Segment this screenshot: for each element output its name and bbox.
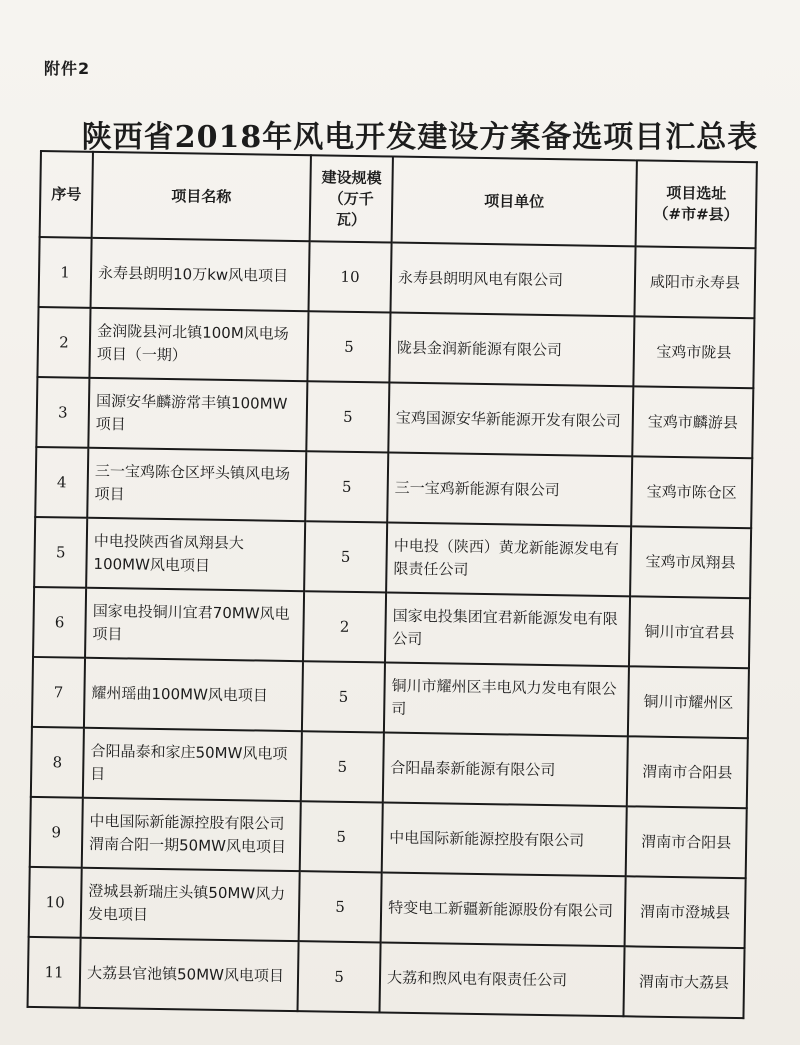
row-name: 永寿县朗明10万kw风电项目 [91,238,310,311]
row-no: 6 [33,587,86,658]
row-no: 4 [35,447,88,518]
header-scale-line2: （万千 [328,189,374,208]
row-name: 中电国际新能源控股有限公司渭南合阳一期50MW风电项目 [82,798,301,871]
row-no: 10 [29,867,82,938]
row-location: 铜川市耀州区 [628,666,749,738]
row-location: 咸阳市永寿县 [634,246,755,318]
row-location: 宝鸡市麟游县 [632,386,753,458]
table-row [36,377,753,458]
row-unit: 大荔和煦风电有限责任公司 [379,942,624,1016]
header-location-line2: （#市#县） [653,204,739,224]
row-scale: 5 [299,871,382,942]
row-scale: 2 [303,591,386,662]
table-row [35,447,752,528]
row-scale: 10 [309,241,392,312]
row-unit: 国家电投集团宜君新能源发电有限公司 [385,592,630,666]
header-scale-line1: 建设规模 [321,167,382,187]
row-name: 金润陇县河北镇100M风电场项目（一期） [89,308,308,381]
row-unit: 中电国际新能源控股有限公司 [382,802,627,876]
header-scale [310,155,393,242]
row-unit: 铜川市耀州区丰电风力发电有限公司 [384,662,629,736]
row-unit: 永寿县朗明风电有限公司 [390,243,635,317]
row-location: 宝鸡市陇县 [633,316,754,388]
row-location: 渭南市大荔县 [623,946,744,1018]
row-location: 渭南市合阳县 [627,736,748,808]
row-location: 宝鸡市凤翔县 [630,526,751,598]
row-location: 宝鸡市陈仓区 [631,456,752,528]
page-title: 陕西省2018年风电开发建设方案备选项目汇总表 [81,120,759,155]
row-name: 国源安华麟游常丰镇100MW项目 [88,378,307,451]
table-row [34,517,751,598]
row-name: 中电投陕西省凤翔县大100MW风电项目 [86,518,305,591]
row-name: 国家电投铜川宜君70MW风电项目 [85,588,304,661]
header-name: 项目名称 [92,152,311,241]
row-scale: 5 [305,451,388,522]
row-no: 7 [32,657,85,728]
row-name: 耀州瑶曲100MW风电项目 [84,658,303,731]
row-name: 合阳晶泰和家庄50MW风电项目 [83,728,302,801]
row-no: 5 [34,517,87,588]
row-no: 8 [31,727,84,798]
table-row [39,237,756,318]
header-location-line1: 项目选址 [666,183,727,203]
header-unit: 项目单位 [392,157,637,247]
table-row [37,307,754,388]
attachment-label: 附件2 [44,59,91,78]
header-location [636,160,757,248]
row-scale: 5 [304,521,387,592]
table-header-row [40,151,757,248]
row-unit: 中电投（陕西）黄龙新能源发电有限责任公司 [386,522,631,596]
row-location: 渭南市合阳县 [626,806,747,878]
row-name: 大荔县官池镇50MW风电项目 [80,938,299,1011]
row-location: 铜川市宜君县 [629,596,750,668]
row-scale: 5 [298,941,381,1012]
table-row [32,657,749,738]
project-summary-table [27,150,758,1019]
header-no: 序号 [40,151,93,238]
row-no: 2 [37,307,90,378]
table-row [33,587,750,668]
row-name: 澄城县新瑞庄头镇50MW风力发电项目 [81,868,300,941]
header-scale-line3: 瓦） [335,210,367,229]
row-scale: 5 [300,801,383,872]
table-row [29,867,746,948]
row-unit: 特变电工新疆新能源股份有限公司 [381,872,626,946]
row-unit: 合阳晶泰新能源有限公司 [383,732,628,806]
row-unit: 三一宝鸡新能源有限公司 [387,453,632,527]
row-scale: 5 [301,731,384,802]
row-no: 1 [39,237,92,308]
row-no: 3 [36,377,89,448]
table-row [30,797,747,878]
row-no: 9 [30,797,83,868]
row-no: 11 [28,937,81,1008]
table-row [28,937,745,1018]
row-unit: 陇县金润新能源有限公司 [389,313,634,387]
row-unit: 宝鸡国源安华新能源开发有限公司 [388,383,633,457]
row-scale: 5 [306,381,389,452]
row-scale: 5 [302,661,385,732]
row-name: 三一宝鸡陈仓区坪头镇风电场项目 [87,448,306,521]
row-scale: 5 [307,311,390,382]
row-location: 渭南市澄城县 [625,876,746,948]
table-row [31,727,748,808]
